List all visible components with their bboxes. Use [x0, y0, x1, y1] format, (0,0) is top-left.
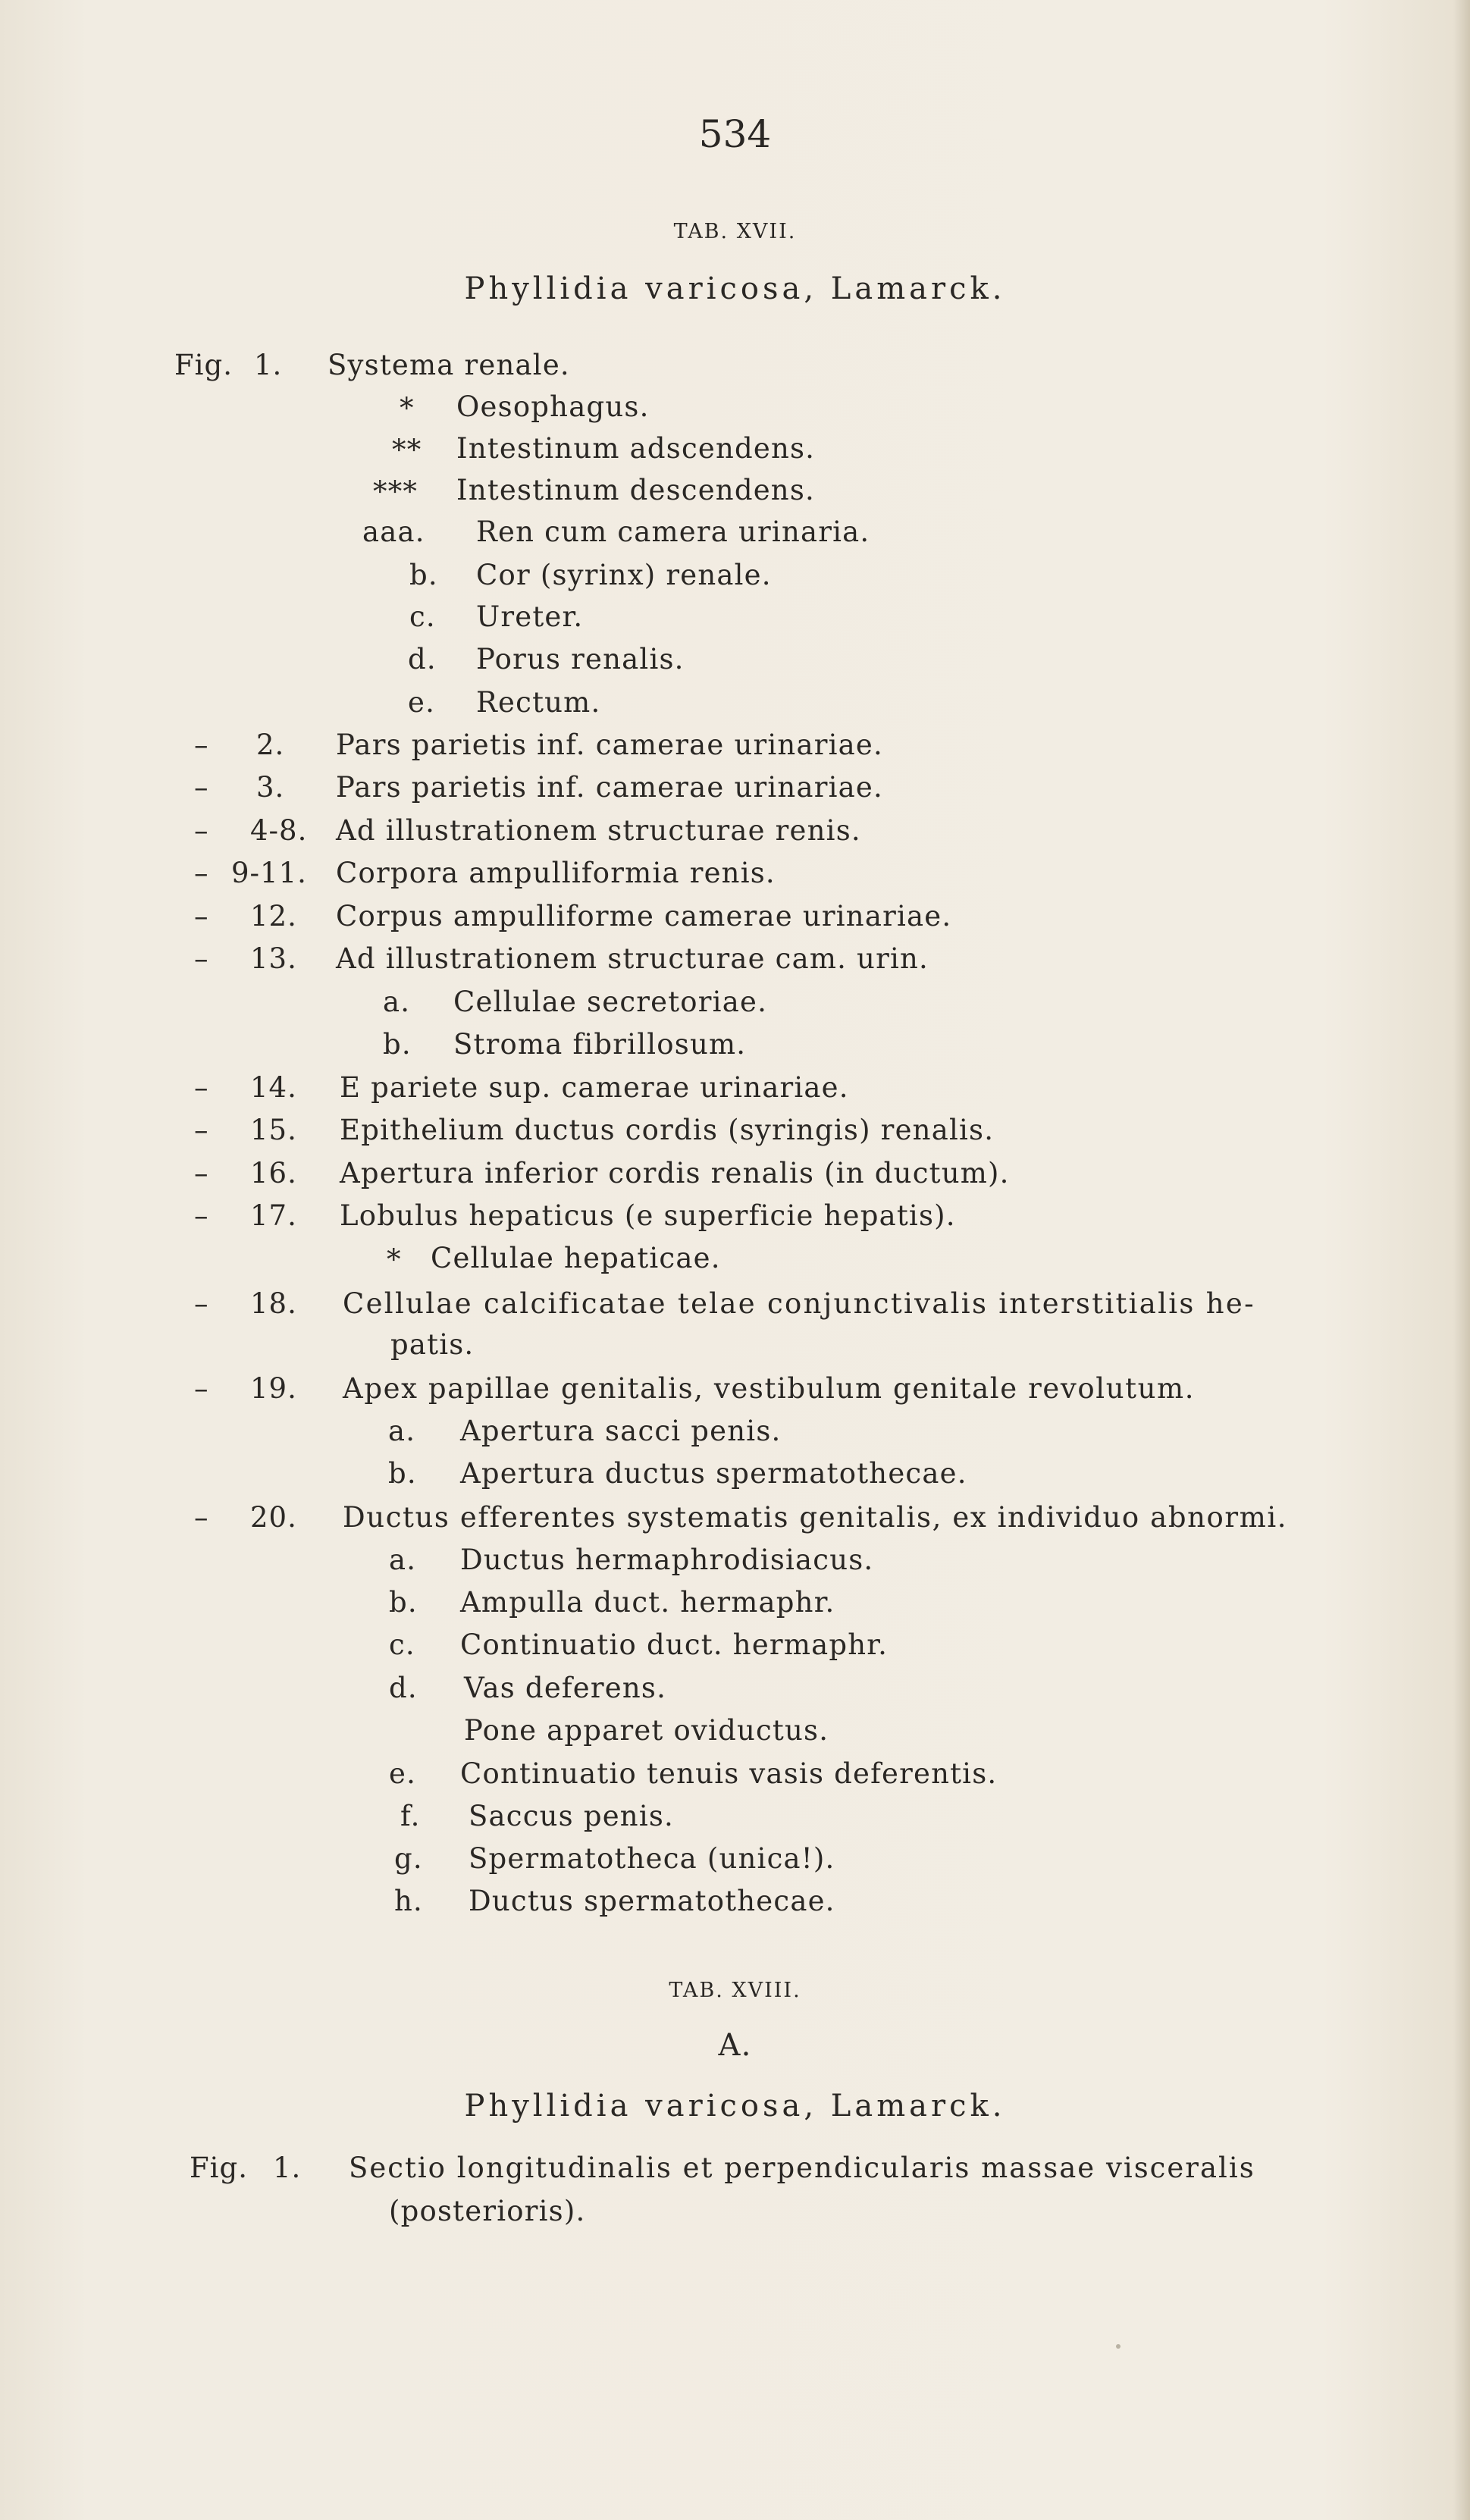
plate-18-fig-1-caption-line-1: Sectio longitudinalis et perpendicularis massae visceralis	[349, 2152, 1255, 2184]
fig-20-caption: Ductus efferentes systematis genitalis, ex individuo abnormi.	[343, 1501, 1288, 1534]
fig-1-mark-5: b.	[409, 559, 438, 591]
fig-13-dash: –	[194, 942, 209, 975]
fig-20-item-d-note: Pone apparet oviductus.	[464, 1714, 829, 1747]
fig-17-mark: *	[387, 1243, 402, 1276]
fig-20-mark-b: b.	[389, 1586, 418, 1619]
fig-20-mark-a: a.	[389, 1544, 417, 1576]
fig-20-item-a: Ductus hermaphrodisiacus.	[460, 1544, 874, 1576]
fig-1-item-8: Rectum.	[476, 686, 601, 719]
fig-18-caption-line-2: patis.	[390, 1328, 475, 1361]
fig-9-11-caption: Corpora ampulliformia renis.	[336, 857, 776, 889]
plate-18-fig-1-number: 1.	[273, 2152, 302, 2184]
fig-15-caption: Epithelium ductus cordis (syringis) renalis.	[340, 1114, 995, 1146]
fig-1-mark-1: *	[400, 392, 415, 425]
plate-18-fig-label: Fig.	[190, 2152, 248, 2184]
fig-20-item-f: Saccus penis.	[469, 1800, 675, 1832]
fig-4-8-caption: Ad illustrationem structurae renis.	[336, 814, 861, 847]
fig-18-caption-line-1: Cellulae calcificatae telae conjunctivalis interstitialis he-	[343, 1287, 1255, 1320]
fig-19-item-a: Apertura sacci penis.	[460, 1415, 782, 1447]
fig-1-caption: Systema renale.	[328, 349, 570, 381]
plate-17-heading: TAB. XVII.	[673, 220, 797, 243]
fig-13-mark-a: a.	[383, 986, 411, 1018]
fig-3-caption: Pars parietis inf. camerae urinariae.	[336, 771, 883, 804]
fig-1-mark-3: ***	[373, 475, 418, 508]
plate-17-title: Phyllidia varicosa, Lamarck.	[464, 271, 1006, 306]
fig-20-item-c: Continuatio duct. hermaphr.	[460, 1628, 889, 1661]
fig-9-11-number: 9-11.	[231, 857, 307, 889]
fig-1-item-3: Intestinum descendens.	[456, 474, 815, 506]
fig-1-item-1: Oesophagus.	[456, 390, 650, 423]
fig-20-mark-e: e.	[389, 1757, 417, 1790]
plate-18-heading: TAB. XVIII.	[669, 1979, 801, 2002]
fig-19-number: 19.	[250, 1372, 297, 1405]
fig-1-mark-8: e.	[408, 686, 436, 719]
fig-13-mark-b: b.	[383, 1028, 412, 1061]
page-edge-shadow	[1453, 0, 1470, 2520]
fig-17-item: Cellulae hepaticae.	[431, 1242, 721, 1274]
fig-13-caption: Ad illustrationem structurae cam. urin.	[336, 942, 929, 975]
fig-4-8-dash: –	[194, 814, 209, 847]
fig-2-dash: –	[194, 729, 209, 761]
page-number: 534	[698, 112, 772, 156]
fig-14-caption: E pariete sup. camerae urinariae.	[340, 1071, 849, 1104]
fig-20-item-e: Continuatio tenuis vasis deferentis.	[460, 1757, 998, 1790]
fig-3-number: 3.	[256, 771, 285, 804]
fig-17-dash: –	[194, 1199, 209, 1232]
plate-18-fig-1-caption-line-2: (posterioris).	[389, 2195, 586, 2227]
fig-18-number: 18.	[250, 1287, 297, 1320]
fig-20-mark-h: h.	[394, 1885, 423, 1917]
fig-13-item-a: Cellulae secretoriae.	[453, 986, 768, 1018]
fig-20-mark-g: g.	[394, 1842, 423, 1875]
fig-17-number: 17.	[250, 1199, 297, 1232]
fig-1-number: 1.	[254, 349, 283, 381]
fig-17-caption: Lobulus hepaticus (e superficie hepatis).	[340, 1199, 956, 1232]
fig-18-dash: –	[194, 1287, 209, 1320]
fig-13-number: 13.	[250, 942, 297, 975]
fig-3-dash: –	[194, 771, 209, 804]
fig-1-item-6: Ureter.	[476, 600, 584, 633]
plate-18-section: A.	[718, 2028, 752, 2063]
fig-19-item-b: Apertura ductus spermatothecae.	[460, 1457, 967, 1490]
fig-14-dash: –	[194, 1071, 209, 1104]
fig-20-dash: –	[194, 1501, 209, 1534]
fig-1-item-7: Porus renalis.	[476, 643, 685, 675]
fig-15-number: 15.	[250, 1114, 297, 1146]
fig-1-item-4: Ren cum camera urinaria.	[476, 516, 870, 548]
fig-20-mark-d: d.	[389, 1672, 418, 1704]
plate-18-title: Phyllidia varicosa, Lamarck.	[464, 2089, 1006, 2124]
fig-20-mark-c: c.	[389, 1628, 415, 1661]
fig-20-mark-f: f.	[400, 1800, 421, 1832]
fig-2-number: 2.	[256, 729, 285, 761]
fig-4-8-number: 4-8.	[250, 814, 308, 847]
fig-1-mark-6: c.	[409, 600, 436, 633]
fig-1-mark-2: **	[392, 434, 422, 466]
fig-1-mark-4: aaa.	[362, 516, 425, 548]
fig-1-item-5: Cor (syrinx) renale.	[476, 559, 772, 591]
fig-9-11-dash: –	[194, 857, 209, 889]
fig-1-item-2: Intestinum adscendens.	[456, 432, 816, 465]
fig-19-mark-a: a.	[388, 1415, 416, 1447]
fig-2-caption: Pars parietis inf. camerae urinariae.	[336, 729, 883, 761]
fig-20-item-d: Vas deferens.	[464, 1672, 667, 1704]
fig-13-item-b: Stroma fibrillosum.	[453, 1028, 747, 1061]
fig-20-number: 20.	[250, 1501, 297, 1534]
fig-12-caption: Corpus ampulliforme camerae urinariae.	[336, 900, 952, 932]
fig-19-dash: –	[194, 1372, 209, 1405]
ink-speck	[1116, 2344, 1121, 2349]
fig-14-number: 14.	[250, 1071, 297, 1104]
fig-15-dash: –	[194, 1114, 209, 1146]
fig-16-number: 16.	[250, 1157, 297, 1189]
fig-1-mark-7: d.	[408, 643, 437, 675]
fig-12-dash: –	[194, 900, 209, 932]
fig-20-item-g: Spermatotheca (unica!).	[469, 1842, 835, 1875]
fig-20-item-b: Ampulla duct. hermaphr.	[460, 1586, 835, 1619]
fig-20-item-h: Ductus spermatothecae.	[469, 1885, 835, 1917]
fig-19-mark-b: b.	[388, 1457, 417, 1490]
fig-19-caption: Apex papillae genitalis, vestibulum genitale revolutum.	[343, 1372, 1196, 1405]
fig-16-dash: –	[194, 1157, 209, 1189]
fig-16-caption: Apertura inferior cordis renalis (in ductum).	[340, 1157, 1010, 1189]
fig-label: Fig.	[174, 349, 233, 381]
fig-12-number: 12.	[250, 900, 297, 932]
